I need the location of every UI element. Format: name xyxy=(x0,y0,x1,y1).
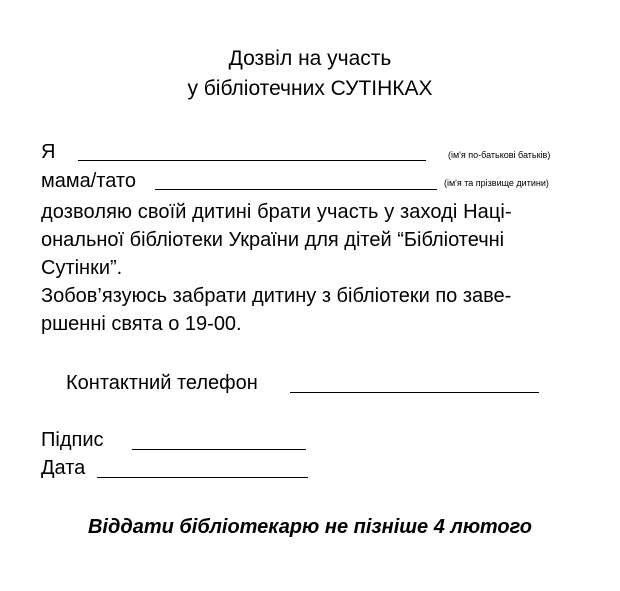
date-field[interactable] xyxy=(97,477,308,478)
parent-label: Я xyxy=(41,141,56,163)
signature-field[interactable] xyxy=(132,449,306,450)
permission-line-1: дозволяю своїй дитині брати участь у заході Наці- xyxy=(41,201,512,223)
child-name-field[interactable] xyxy=(155,189,437,190)
pickup-line-2: ршенні свята о 19-00. xyxy=(41,313,242,335)
permission-line-3: Сутінки”. xyxy=(41,257,123,279)
child-label: мама/тато xyxy=(41,170,136,192)
permission-line-2: ональної бібліотеки України для дітей “Бібліотечні xyxy=(41,229,505,251)
document-title-line-2: у бібліотечних СУТІНКАХ xyxy=(187,77,433,100)
date-label: Дата xyxy=(41,457,86,479)
permission-paragraph xyxy=(41,198,586,282)
pickup-line-1: Зобов’язуюсь забрати дитину з бібліотеки по заве- xyxy=(41,285,512,307)
parent-name-field[interactable] xyxy=(78,160,426,161)
contact-phone-label: Контактний телефон xyxy=(66,372,258,394)
return-deadline-note: Віддати бібліотекарю не пізніше 4 лютого xyxy=(87,516,532,538)
document-title-line-1: Дозвіл на участь xyxy=(228,47,392,70)
signature-label: Підпис xyxy=(41,429,104,451)
pickup-paragraph xyxy=(41,282,586,338)
contact-phone-field[interactable] xyxy=(290,392,539,393)
child-name-hint: (ім'я та прізвище дитини) xyxy=(444,178,549,188)
parent-name-hint: (ім'я по-батькові батьків) xyxy=(448,150,551,160)
